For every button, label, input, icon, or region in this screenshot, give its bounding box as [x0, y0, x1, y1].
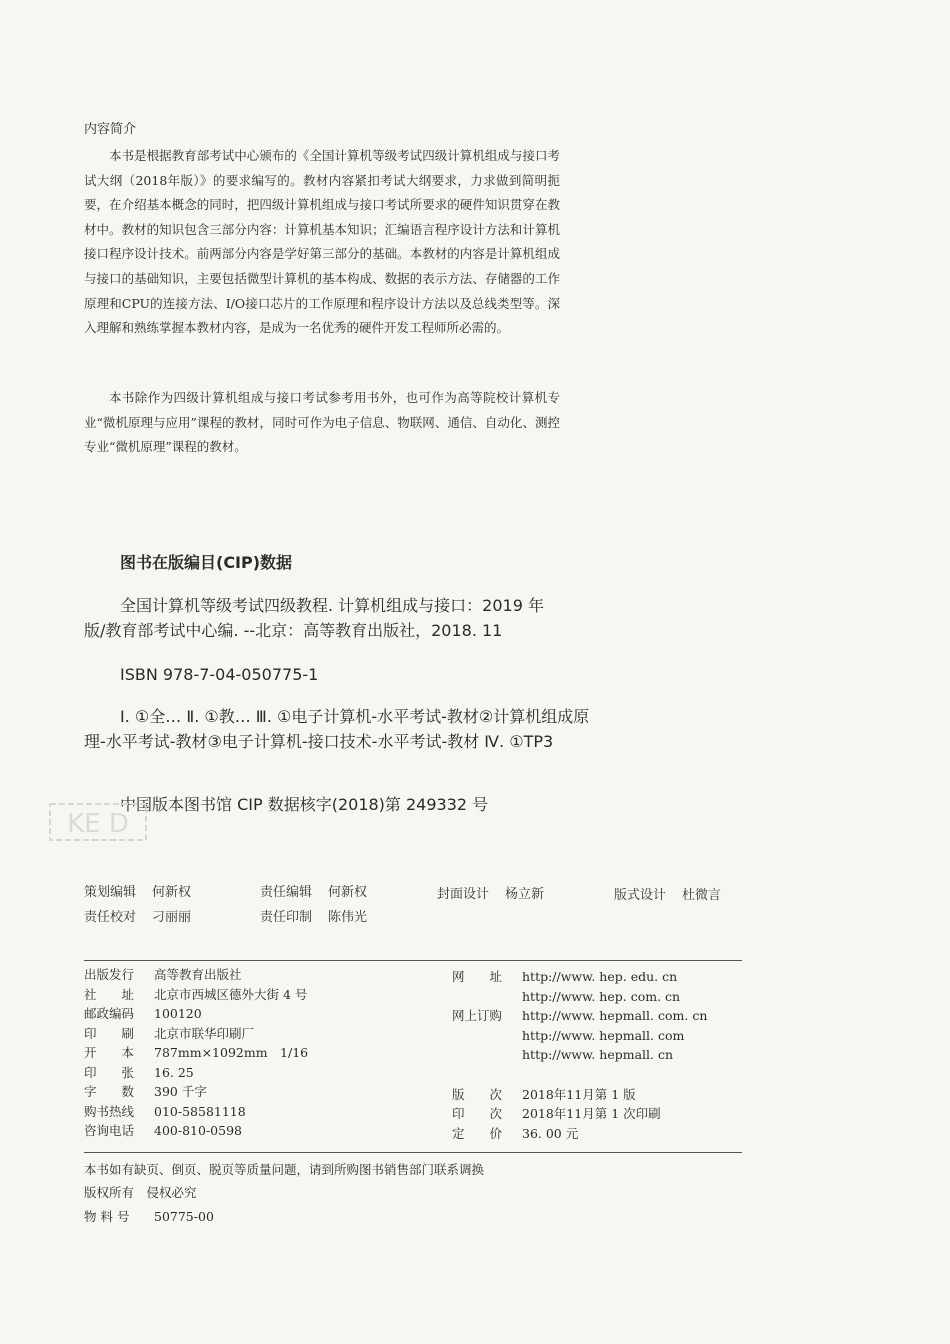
material-number	[84, 1207, 214, 1225]
editor-name: 陈伟光	[328, 910, 368, 925]
info-value: 高等教育出版社	[154, 967, 242, 982]
editor-role: 责任校对	[84, 910, 137, 925]
info-label: 社 址	[84, 986, 135, 1002]
info-label: 购书热线	[84, 1103, 135, 1119]
editor-layout	[614, 884, 721, 903]
editor-role: 责任编辑	[260, 885, 313, 900]
info-label: 定 价	[452, 1125, 503, 1141]
info-label: 网 址	[452, 969, 503, 984]
intro-paragraph-1: 本书是根据教育部考试中心颁布的《全国计算机等级考试四级计算机组成与接口考试大纲（2018年版）》的要求编写的。教材内容紧扣考试大纲要求，力求做到简明扼要，在介绍基本概念的同时，把四级计算机组成与接口考试所要求的硬件知识贯穿在教材中。教材的知识包含三部分内容：计算机基本知识；汇编语言程序设计方法和计算机接口程序设计技术。前两部分内容是学好第三部分的基础。本教材的内容是计算机组成与接口的基础知识，主要包括微型计算机的基本构成、数据的表示方法、存储器的工作原理和CPU的连接方法、I/O接口芯片的工作原理和程序设计方法以及总线类型等。深入理解和熟练掌握本教材内容，是成为一名优秀的硬件开发工程师所必需的。	[84, 148, 560, 336]
divider-bottom	[84, 1152, 742, 1153]
info-value: http://www. hep. edu. cn	[522, 969, 678, 984]
info-label: 开 本	[84, 1045, 135, 1060]
editor-responsible	[260, 881, 367, 900]
info-label: 印 张	[84, 1064, 135, 1080]
cip-isbn: ISBN 978-7-04-050775-1	[120, 665, 319, 684]
info-row	[452, 1085, 707, 1105]
info-label: 印 刷	[84, 1025, 135, 1041]
info-row	[452, 1006, 707, 1026]
editor-role: 策划编辑	[84, 885, 137, 900]
stamp-text: KE D	[67, 809, 129, 839]
cip-check-number: 中国版本图书馆 CIP 数据核字(2018)第 249332 号	[120, 795, 489, 814]
info-row	[84, 1102, 308, 1122]
info-row	[452, 987, 707, 1007]
info-label: 出版发行	[84, 967, 135, 982]
info-row	[84, 965, 308, 985]
info-label: 咨询电话	[84, 1123, 135, 1138]
info-label: 网上订购	[452, 1008, 503, 1023]
editor-role: 责任印制	[260, 910, 313, 925]
faded-stamp	[48, 800, 148, 844]
editor-proofread	[84, 906, 191, 925]
info-value: http://www. hepmall. cn	[522, 1047, 674, 1062]
info-row	[84, 1004, 308, 1024]
info-value: 北京市西城区德外大街 4 号	[154, 986, 308, 1002]
info-value: http://www. hepmall. com. cn	[522, 1008, 708, 1023]
info-value: 390 千字	[154, 1084, 207, 1099]
cip-title: 图书在版编目(CIP)数据	[120, 553, 293, 572]
info-value: 400-810-0598	[154, 1123, 242, 1138]
publication-info-left	[84, 965, 308, 1141]
info-row	[84, 1043, 308, 1063]
editor-name: 刁丽丽	[152, 910, 192, 925]
info-value: 36. 00 元	[522, 1125, 579, 1141]
info-value: 2018年11月第 1 版	[522, 1086, 636, 1102]
info-label: 版 次	[452, 1086, 503, 1102]
intro-paragraph-2: 本书除作为四级计算机组成与接口考试参考用书外，也可作为高等院校计算机专业“微机原理与应用”课程的教材，同时可作为电子信息、物联网、通信、自动化、测控专业“微机原理”课程的教材。	[84, 390, 560, 455]
info-value: 010-58581118	[154, 1103, 246, 1119]
editor-role: 版式设计	[614, 888, 667, 903]
editor-name: 何新权	[328, 885, 368, 900]
editor-cover	[437, 883, 544, 902]
info-label: 邮政编码	[84, 1006, 135, 1021]
info-value: 100120	[154, 1006, 202, 1021]
editor-name: 杨立新	[505, 887, 545, 902]
info-row	[452, 1026, 707, 1046]
info-row	[84, 985, 308, 1005]
quality-notice: 本书如有缺页、倒页、脱页等质量问题，请到所购图书销售部门联系调换	[84, 1162, 485, 1177]
info-value: http://www. hep. com. cn	[522, 988, 681, 1004]
info-value: http://www. hepmall. com	[522, 1027, 685, 1043]
editor-planning	[84, 881, 191, 900]
editor-name: 杜微言	[682, 888, 722, 903]
info-label: 字 数	[84, 1084, 135, 1099]
info-row	[84, 1082, 308, 1102]
info-row	[452, 1124, 707, 1144]
info-row	[452, 967, 707, 987]
cip-subjects: Ⅰ. ①全… Ⅱ. ①教… Ⅲ. ①电子计算机-水平考试-教材②计算机组成原理-水平考试-教材③电子计算机-接口技术-水平考试-教材 Ⅳ. ①TP3	[84, 707, 590, 751]
info-label: 印 次	[452, 1106, 503, 1121]
divider-top	[84, 960, 742, 961]
info-row	[84, 1024, 308, 1044]
info-row	[84, 1121, 308, 1141]
editor-role: 封面设计	[437, 887, 490, 902]
info-value: 2018年11月第 1 次印刷	[522, 1106, 661, 1121]
info-value: 16. 25	[154, 1064, 194, 1080]
info-row	[84, 1063, 308, 1083]
copyright-notice: 版权所有 侵权必究	[84, 1185, 197, 1200]
intro-title: 内容简介	[84, 122, 137, 137]
editor-print	[260, 906, 367, 925]
info-value: 787mm×1092mm 1/16	[154, 1045, 309, 1060]
info-row	[452, 1104, 707, 1124]
info-row	[452, 1045, 707, 1065]
editor-name: 何新权	[152, 885, 192, 900]
material-label: 物 料 号	[84, 1209, 130, 1224]
cip-entry: 全国计算机等级考试四级教程. 计算机组成与接口：2019 年版/教育部考试中心编. --北京：高等教育出版社，2018. 11	[84, 596, 544, 640]
info-value: 北京市联华印刷厂	[154, 1025, 255, 1041]
publication-info-right	[452, 967, 707, 1143]
material-value: 50775-00	[154, 1209, 214, 1224]
